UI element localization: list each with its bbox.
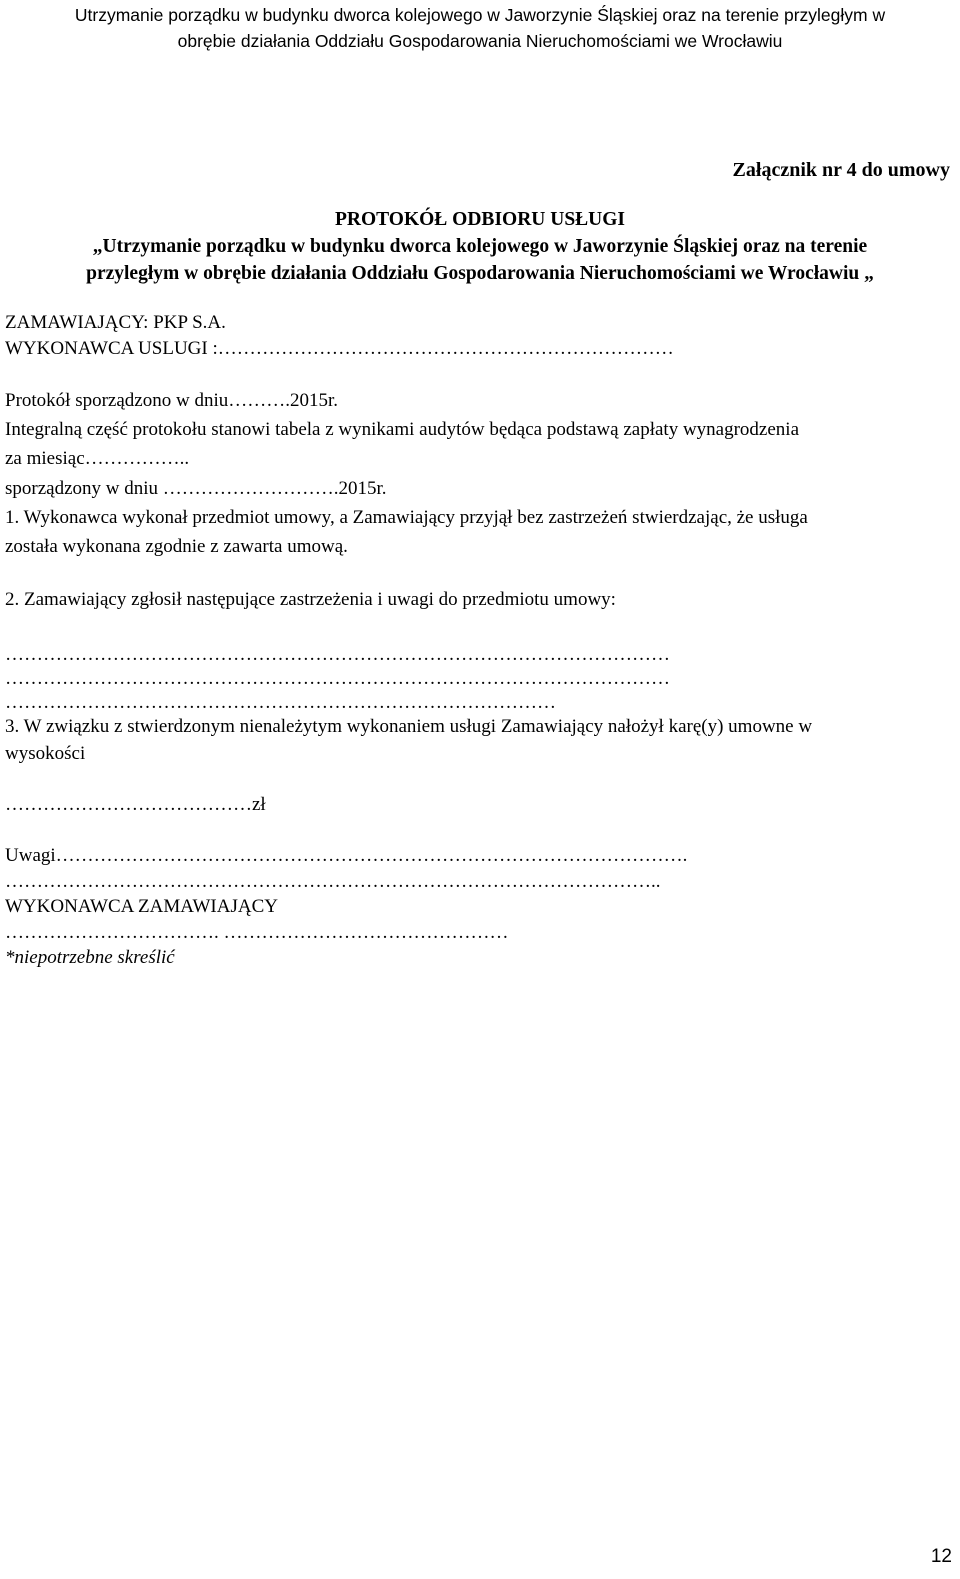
signatures-dots: ……………………………. ………………………………………	[5, 922, 509, 943]
item-3-line-2: wysokości	[5, 743, 86, 764]
remarks-dots-2: ……………………………………………………………………………………………	[5, 668, 670, 689]
header-line-2: obrębie działania Oddziału Gospodarowania Nieruchomościami we Wrocławiu	[177, 31, 783, 51]
title-line-3: przyległym w obrębie działania Oddziału Gospodarowania Nieruchomościami we Wrocławiu „	[86, 263, 874, 284]
contracting-party: ZAMAWIAJĄCY: PKP S.A.	[5, 312, 226, 333]
protocol-date: Protokół sporządzono w dniu……….2015r.	[5, 390, 339, 411]
header-line-1: Utrzymanie porządku w budynku dworca kolejowego w Jaworzynie Śląskiej oraz na terenie przyległym w	[74, 5, 886, 25]
remarks-line-1: Uwagi……………………………………………………………………………………….	[5, 845, 688, 866]
title-line-2: „Utrzymanie porządku w budynku dworca kolejowego w Jaworzynie Śląskiej oraz na terenie	[92, 236, 868, 257]
item-3-line-1: 3. W związku z stwierdzonym nienależytym wykonaniem usługi Zamawiający nałożył karę(y) umowne w	[5, 716, 813, 737]
penalty-amount: …………………………………zł	[5, 794, 266, 815]
prepared-date: sporządzony w dniu ……………………….2015r.	[5, 478, 387, 499]
running-header	[0, 2, 960, 54]
signatures-label: WYKONAWCA ZAMAWIAJĄCY	[5, 896, 278, 917]
integral-part-line-1: Integralną część protokołu stanowi tabela z wynikami audytów będąca podstawą zapłaty wynagrodzenia	[5, 419, 800, 440]
title-line-1: PROTOKÓŁ ODBIORU USŁUGI	[334, 209, 626, 230]
item-1-line-1: 1. Wykonawca wykonał przedmiot umowy, a Zamawiający przyjął bez zastrzeżeń stwierdzając, że usługa	[5, 507, 808, 528]
remarks-line-2: …………………………………………………………………………………………..	[5, 871, 661, 892]
item-2: 2. Zamawiający zgłosił następujące zastrzeżenia i uwagi do przedmiotu umowy:	[5, 589, 616, 610]
footnote: *niepotrzebne skreślić	[5, 947, 175, 968]
contractor-field: WYKONAWCA USLUGI :………………………………………………………………	[5, 338, 674, 359]
page-number: 12	[930, 1546, 952, 1567]
item-1-line-2: została wykonana zgodnie z zawarta umową.	[5, 536, 348, 557]
protocol-title	[0, 206, 960, 287]
annex-label: Załącznik nr 4 do umowy	[732, 159, 950, 181]
remarks-dots-3: ……………………………………………………………………………	[5, 692, 556, 713]
integral-part-line-2: za miesiąc……………..	[5, 448, 190, 469]
remarks-dots-1: ……………………………………………………………………………………………	[5, 644, 670, 665]
